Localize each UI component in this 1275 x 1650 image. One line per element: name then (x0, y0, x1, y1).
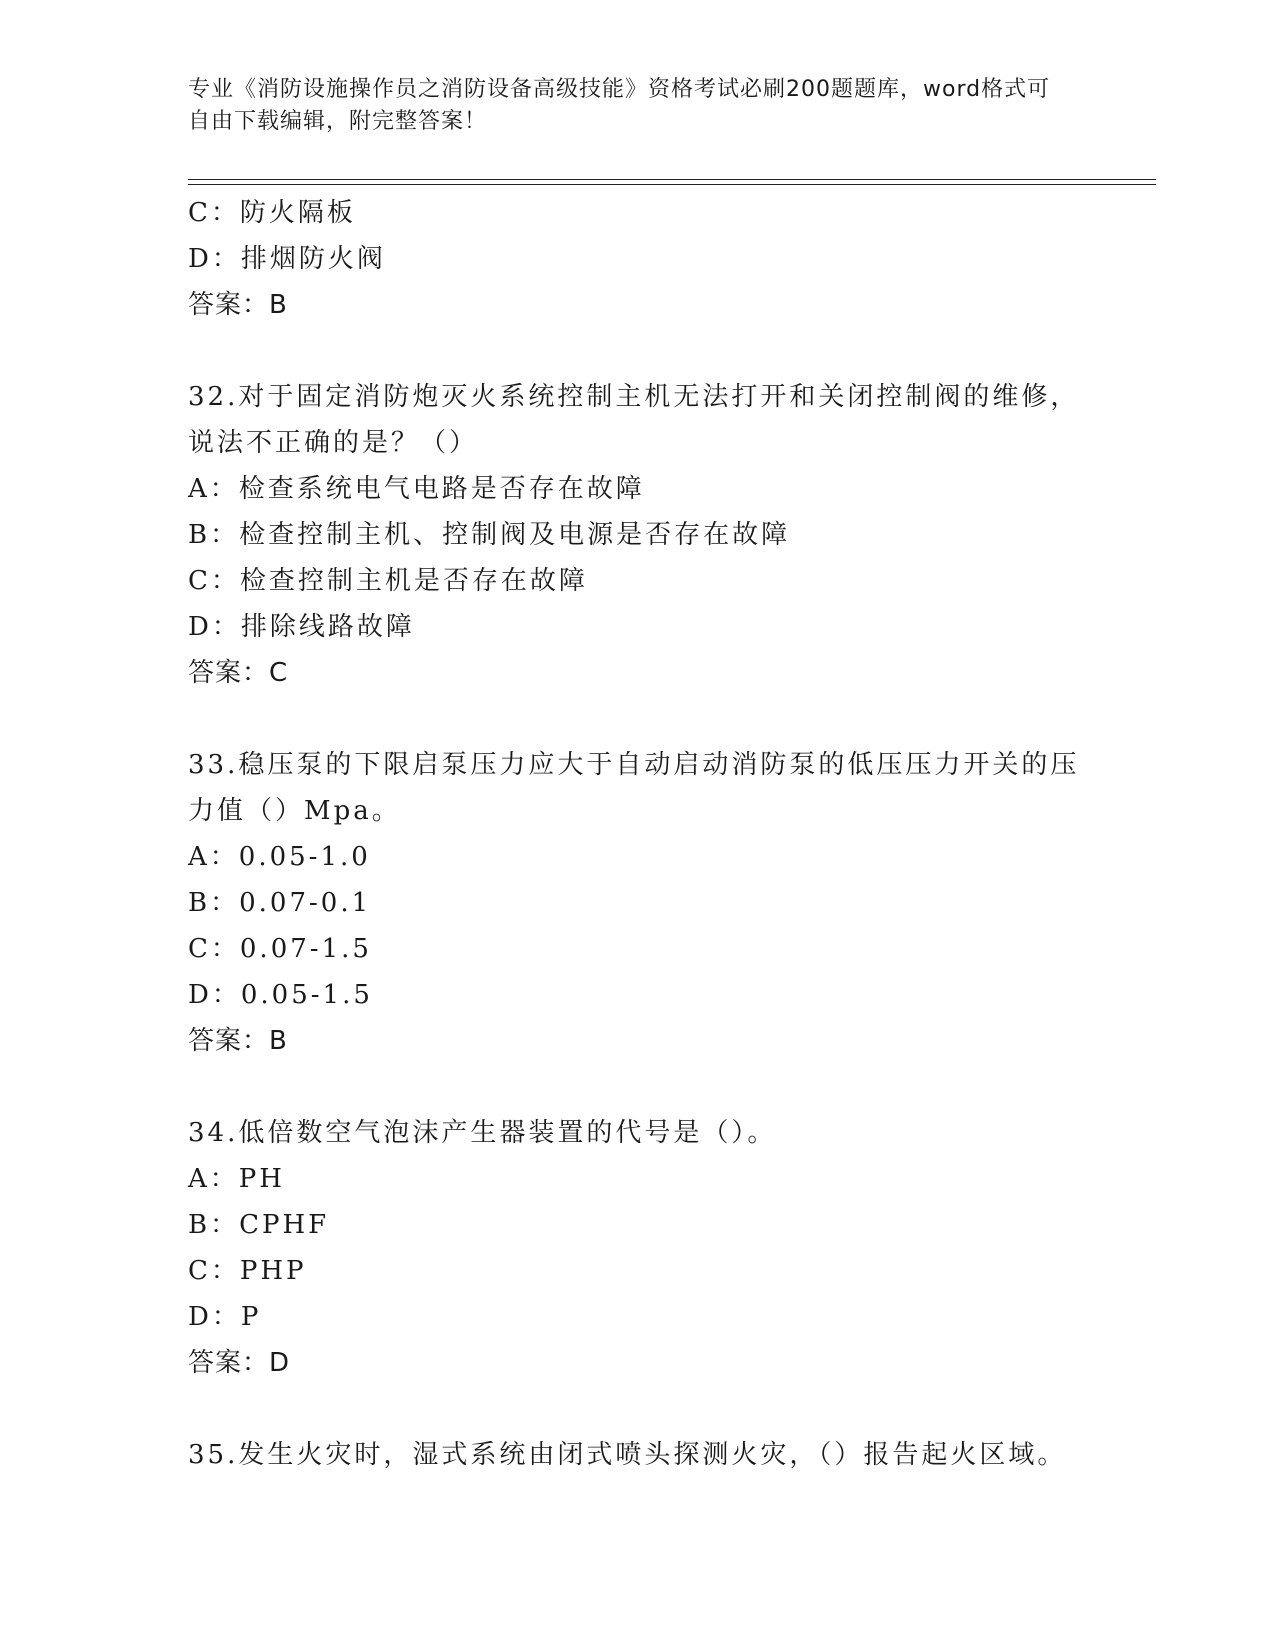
option-a: A：检查系统电气电路是否存在故障 (188, 474, 645, 504)
option-b: B：检查控制主机、控制阀及电源是否存在故障 (188, 520, 791, 550)
header-rule-top (188, 179, 1156, 180)
question-32 (188, 374, 1088, 696)
spacer (188, 328, 1088, 374)
question-text: 32.对于固定消防炮灭火系统控制主机无法打开和关闭控制阀的维修，说法不正确的是？（） (188, 382, 1080, 458)
option-d: D：排除线路故障 (188, 612, 415, 642)
answer-line: 答案：B (188, 290, 288, 320)
option-b: B：0.07-0.1 (188, 888, 372, 918)
question-list (188, 190, 1088, 1478)
question-text: 34.低倍数空气泡沫产生器装置的代号是（）。 (188, 1118, 777, 1148)
answer-line: 答案：C (188, 658, 289, 688)
header-rule-bottom (188, 184, 1156, 185)
question-text: 35.发生火灾时，湿式系统由闭式喷头探测火灾，（）报告起火区域。 (188, 1440, 1067, 1470)
option-d: D：排烟防火阀 (188, 244, 386, 274)
option-c: C：防火隔板 (188, 198, 356, 228)
option-c: C：0.07-1.5 (188, 934, 372, 964)
option-c: C：检查控制主机是否存在故障 (188, 566, 588, 596)
document-header: 专业《消防设施操作员之消防设备高级技能》资格考试必刷200题题库，word格式可自由下载编辑，附完整答案！ (188, 77, 1051, 134)
answer-line: 答案：B (188, 1026, 288, 1056)
question-33 (188, 742, 1088, 1064)
question-35 (188, 1432, 1088, 1478)
carryover-block (188, 190, 1088, 328)
option-a: A：0.05-1.0 (188, 842, 371, 872)
option-d: D：0.05-1.5 (188, 980, 373, 1010)
option-c: C：PHP (188, 1256, 307, 1286)
question-text: 33.稳压泵的下限启泵压力应大于自动启动消防泵的低压压力开关的压力值（）Mpa。 (188, 750, 1080, 826)
answer-line: 答案：D (188, 1348, 291, 1378)
question-34 (188, 1110, 1088, 1386)
option-d: D：P (188, 1302, 262, 1332)
option-a: A：PH (188, 1164, 285, 1194)
option-b: B：CPHF (188, 1210, 330, 1240)
